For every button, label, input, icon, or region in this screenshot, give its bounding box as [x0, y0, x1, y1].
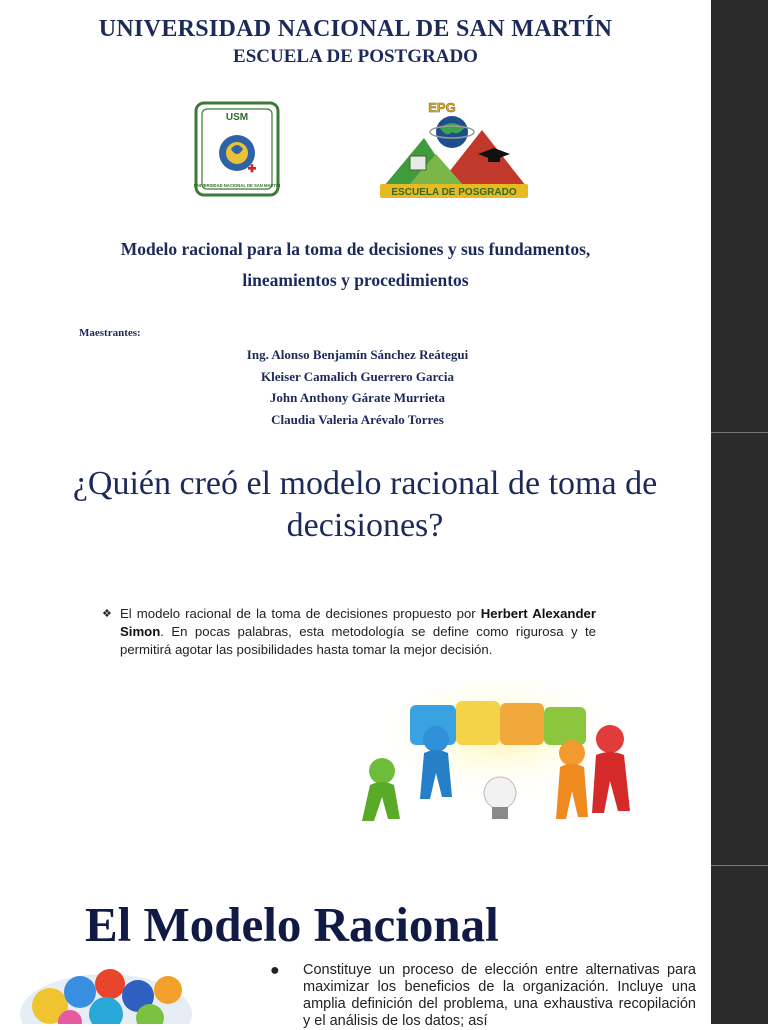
author-name: Claudia Valeria Arévalo Torres: [271, 411, 444, 427]
rational-model-heading: El Modelo Racional: [85, 897, 499, 952]
bullet-text: El modelo racional de la toma de decisiones propuesto por: [120, 606, 481, 621]
page-separator: [711, 865, 768, 866]
epg-logo: [378, 98, 530, 200]
author-list: [180, 344, 535, 430]
author-name: John Anthony Gárate Murrieta: [269, 390, 446, 405]
university-title: UNIVERSIDAD NACIONAL DE SAN MARTÍN: [98, 16, 613, 42]
question-heading-line: decisiones?: [286, 507, 444, 544]
page-separator: [711, 432, 768, 433]
presentation-title-line: Modelo racional para la toma de decisiones y sus fundamentos,: [120, 239, 591, 259]
school-title: ESCUELA DE POSTGRADO: [233, 46, 478, 67]
rational-model-text: Constituye un proceso de elección entre alternativas para maximizar los beneficios de la organización. Incluye una amplia definición del problema, una exhaustiva recopilación y el análisis de los datos; así: [303, 962, 696, 1029]
bullet-paragraph: [102, 605, 596, 659]
diamond-bullet-icon: ❖: [102, 608, 112, 620]
epg-logo-mark: EPG: [428, 100, 456, 115]
colorful-spheres-illustration: [10, 962, 210, 1024]
question-heading: [0, 463, 730, 547]
rational-model-paragraph: [270, 962, 696, 1030]
usm-logo-text: UNIVERSIDAD NACIONAL DE SAN MARTIN: [194, 183, 280, 188]
slide-rational-model: [0, 866, 711, 1029]
usm-logo: [194, 101, 280, 197]
puzzle-people-illustration: [340, 681, 660, 851]
question-heading-line: ¿Quién creó el modelo racional de toma de: [72, 465, 658, 502]
author-highlight: Herbert Alexander Simon: [120, 606, 596, 639]
presentation-title: [40, 234, 671, 296]
epg-logo-banner: ESCUELA DE POSGRADO: [391, 187, 517, 198]
bullet-text: . En pocas palabras, esta metodología se define como rigurosa y te permitirá agotar las posibilidades hasta tomar la mejor decisión.: [120, 624, 596, 657]
slide-cover: [0, 0, 711, 432]
maestrantes-label: Maestrantes:: [79, 327, 141, 339]
author-name: Kleiser Camalich Guerrero Garcia: [261, 368, 454, 384]
bullet-dot-icon: ●: [270, 962, 280, 979]
usm-logo-mark: USM: [225, 112, 249, 123]
author-name: Ing. Alonso Benjamín Sánchez Reátegui: [246, 347, 469, 362]
presentation-title-line: lineamientos y procedimientos: [242, 270, 469, 290]
slide-question: [0, 433, 711, 865]
